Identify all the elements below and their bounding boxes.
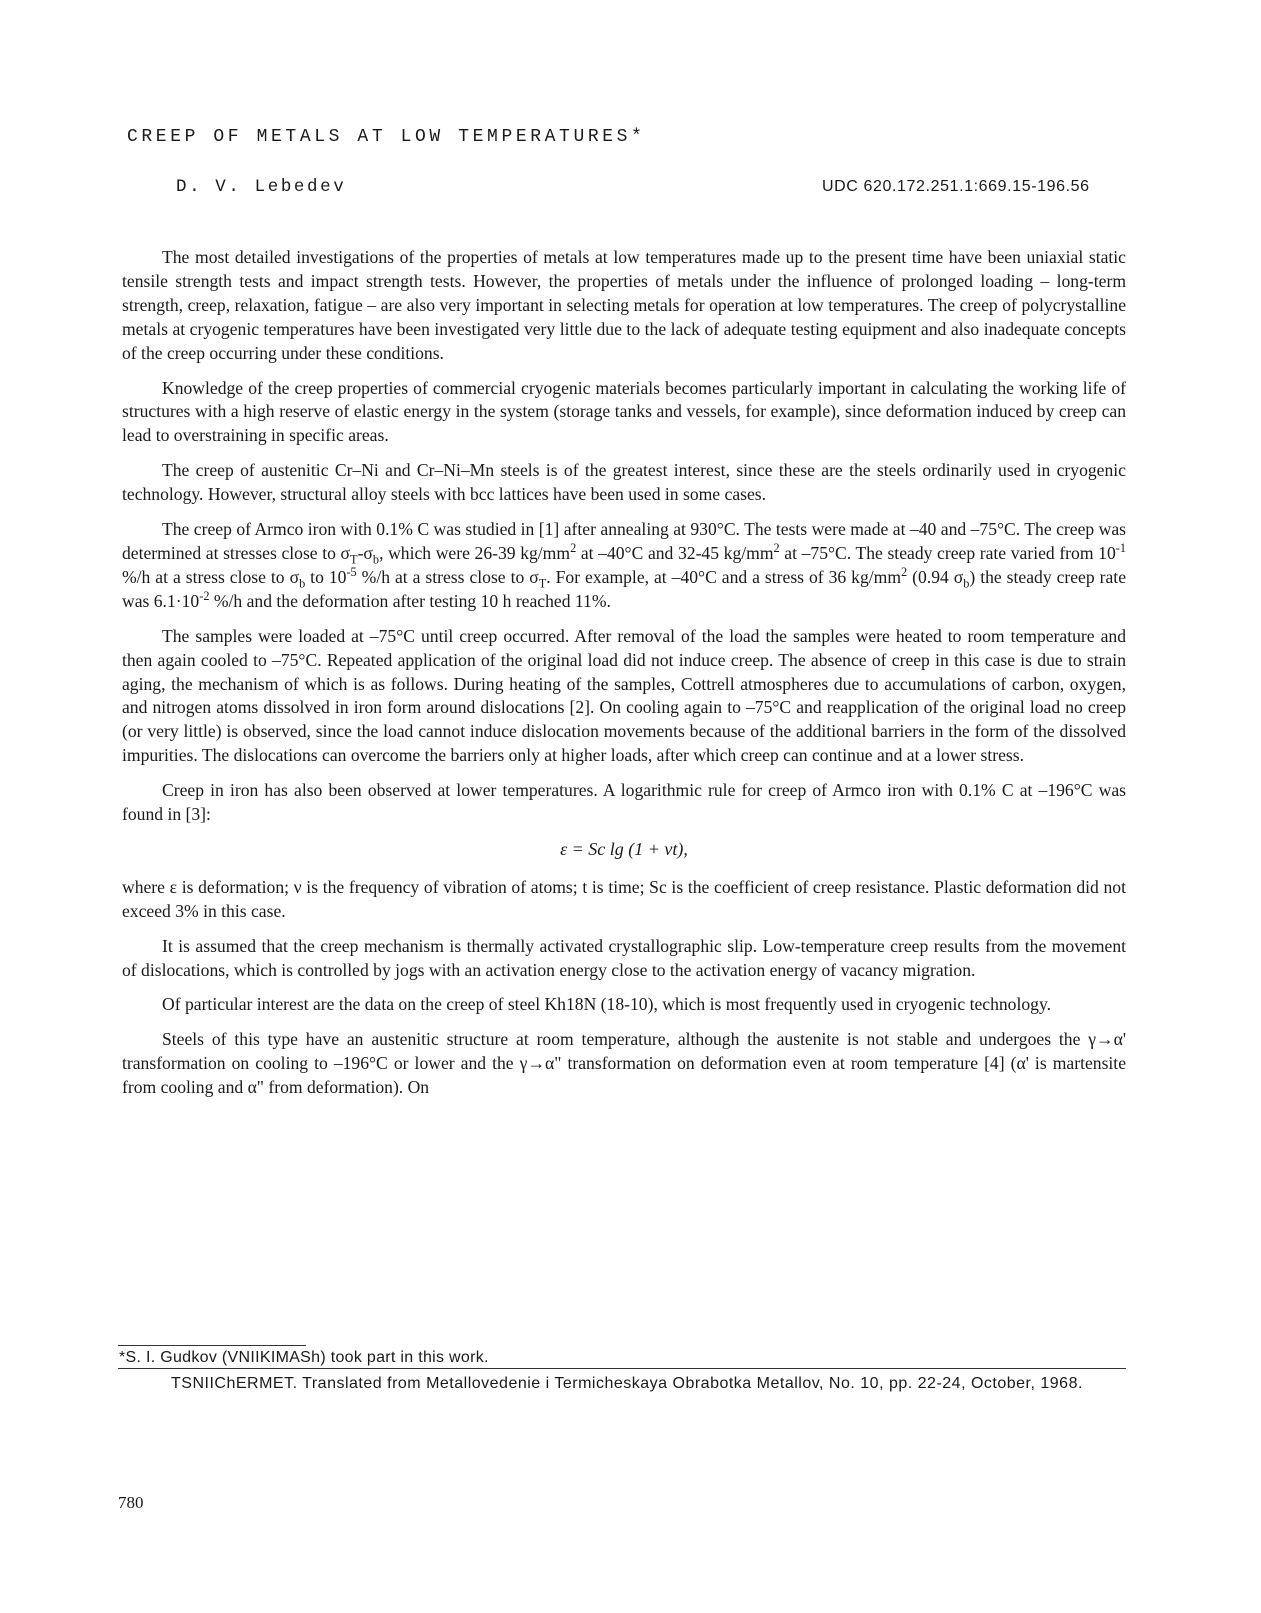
paragraph: The creep of austenitic Cr–Ni and Cr–Ni–Mn steels is of the greatest interest, since these are the steels ordinarily used in cryogenic technology. However, structural alloy steels with bcc lattices have been used in some cases. — [122, 460, 1126, 505]
paragraph: Steels of this type have an austenitic structure at room temperature, although the austenite is not stable and undergoes the γ→α' transformation on cooling to –196°C or lower and the γ→α" transformation on deformation even at room temperature [4] (α' is martensite from cooling and α" from deformation). On — [122, 1029, 1126, 1098]
source-note: TSNIIChERMET. Translated from Metallovedenie i Termicheskaya Obrabotka Metallov, No. 10, pp. 22-24, October, 1968. — [171, 1375, 1083, 1392]
udc-code: UDC 620.172.251.1:669.15-196.56 — [822, 178, 1090, 195]
page-number: 780 — [118, 1493, 144, 1512]
author-name: D. V. Lebedev — [176, 177, 347, 197]
source-rule — [118, 1368, 1126, 1369]
paragraph: The samples were loaded at –75°C until creep occurred. After removal of the load the samples were heated to room temperature and then again cooled to –75°C. Repeated application of the original load did not induce creep. The absence of creep in this case is due to strain aging, the mechanism of which is as follows. During heating of the samples, Cottrell atmospheres due to accumulations of carbon, oxygen, and nitrogen atoms dissolved in iron form around dislocations [2]. On cooling again to –75°C and reapplication of the original load no creep (or very little) is observed, since the load cannot induce dislocation movements because of the additional barriers in the form of the dissolved impurities. The dislocations can overcome the barriers only at higher loads, after which creep can continue and at a lower stress. — [122, 625, 1126, 766]
paragraph: Knowledge of the creep properties of commercial cryogenic materials becomes particularly important in calculating the working life of structures with a high reserve of elastic energy in the system (storage tanks and vessels, for example), since deformation induced by creep can lead to overstraining in specific areas. — [122, 377, 1126, 446]
article-body — [122, 246, 1126, 1111]
paragraph: The most detailed investigations of the properties of metals at low temperatures made up to the present time have been uniaxial static tensile strength tests and impact strength tests. However, the properties of metals under the influence of prolonged loading – long-term strength, creep, relaxation, fatigue – are also very important in selecting metals for operation at low temperatures. The creep of polycrystalline metals at cryogenic temperatures have been investigated very little due to the lack of adequate testing equipment and also inadequate concepts of the creep occurring under these conditions. — [122, 247, 1126, 363]
paragraph: Of particular interest are the data on the creep of steel Kh18N (18-10), which is most frequently used in cryogenic technology. — [162, 994, 1051, 1015]
paragraph: It is assumed that the creep mechanism is thermally activated crystallographic slip. Low-temperature creep results from the movement of dislocations, which is controlled by jogs with an activation energy close to the activation energy of vacancy migration. — [122, 935, 1126, 980]
paragraph: The creep of Armco iron with 0.1% C was studied in [1] after annealing at 930°C. The tests were made at –40 and –75°C. The creep was determined at stresses close to $\sigma_T-\sigma_b$, which were 26-39 $kg/mm^2$ at –40°C and 32-45 $kg/mm^2$ at –75°C. The steady creep rate varied from $10^{-1}$ %/h at a stress close to $\sigma_b$ to $10^{-5}$ %/h at a stress close to $\sigma_T$. For example, at –40°C and a stress of 36 $kg/mm^2$ (0.94 $\sigma_b$) the steady creep rate was $6.1\cdot 10^{-2}$ %/h and the deformation after testing 10 h reached 11%. — [122, 519, 1127, 611]
paragraph: Creep in iron has also been observed at lower temperatures. A logarithmic rule for creep of Armco iron with 0.1% C at –196°C was found in [3]: — [122, 780, 1126, 825]
footnote: *S. I. Gudkov (VNIIKIMASh) took part in this work. — [119, 1349, 489, 1366]
paragraph: where ε is deformation; ν is the frequency of vibration of atoms; t is time; Sc is the coefficient of creep resistance. Plastic deformation did not exceed 3% in this case. — [122, 876, 1126, 921]
footnote-rule — [118, 1345, 306, 1346]
equation: ε = Sc lg (1 + νt), — [560, 838, 688, 859]
article-title: CREEP OF METALS AT LOW TEMPERATURES* — [127, 127, 646, 147]
